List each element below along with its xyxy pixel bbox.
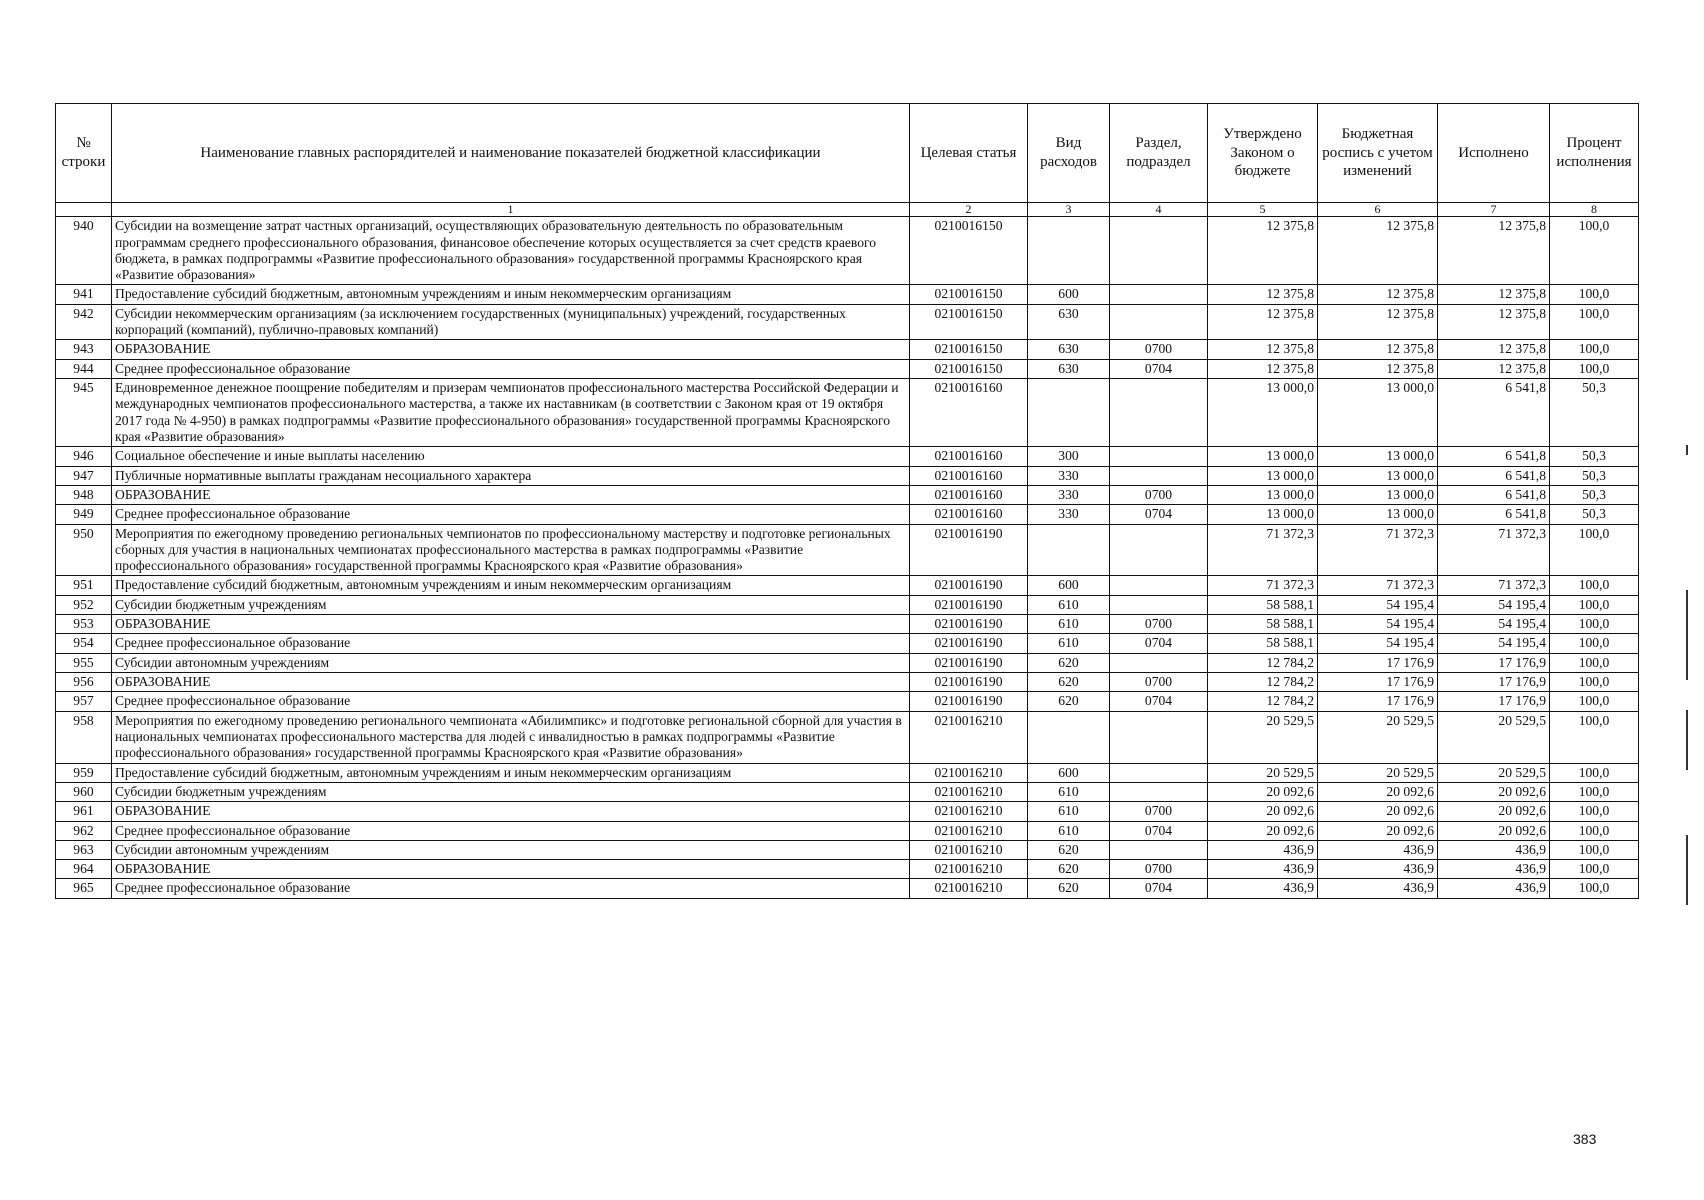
row-name: Среднее профессиональное образование (112, 634, 910, 653)
row-percent: 100,0 (1550, 763, 1639, 782)
row-target-article: 0210016190 (910, 692, 1028, 711)
row-approved: 20 092,6 (1208, 821, 1318, 840)
table-row (56, 505, 1639, 524)
row-name: ОБРАЗОВАНИЕ (112, 340, 910, 359)
row-executed: 20 092,6 (1438, 782, 1550, 801)
row-expense-type: 300 (1028, 447, 1110, 466)
row-percent: 100,0 (1550, 634, 1639, 653)
row-executed: 71 372,3 (1438, 524, 1550, 576)
header-percent: Процент исполнения (1550, 104, 1639, 203)
row-executed: 6 541,8 (1438, 379, 1550, 447)
row-approved: 12 375,8 (1208, 340, 1318, 359)
row-budget-list: 20 092,6 (1318, 802, 1438, 821)
row-target-article: 0210016210 (910, 711, 1028, 763)
table-row (56, 304, 1639, 340)
row-approved: 20 092,6 (1208, 782, 1318, 801)
row-section (1110, 840, 1208, 859)
row-number: 957 (56, 692, 112, 711)
column-number: 6 (1318, 203, 1438, 217)
row-section: 0704 (1110, 634, 1208, 653)
row-expense-type: 610 (1028, 782, 1110, 801)
table-row (56, 466, 1639, 485)
row-budget-list: 54 195,4 (1318, 595, 1438, 614)
row-number: 956 (56, 673, 112, 692)
row-executed: 12 375,8 (1438, 340, 1550, 359)
row-number: 947 (56, 466, 112, 485)
row-section: 0704 (1110, 821, 1208, 840)
row-percent: 100,0 (1550, 692, 1639, 711)
column-number: 2 (910, 203, 1028, 217)
table-row (56, 485, 1639, 504)
row-section: 0704 (1110, 879, 1208, 898)
row-expense-type: 630 (1028, 340, 1110, 359)
row-budget-list: 12 375,8 (1318, 340, 1438, 359)
row-percent: 100,0 (1550, 711, 1639, 763)
row-expense-type (1028, 524, 1110, 576)
scan-artifact (1686, 590, 1688, 680)
header-name: Наименование главных распорядителей и наименование показателей бюджетной классификации (112, 104, 910, 203)
table-row (56, 840, 1639, 859)
row-percent: 100,0 (1550, 782, 1639, 801)
table-row (56, 802, 1639, 821)
row-section: 0700 (1110, 860, 1208, 879)
row-executed: 17 176,9 (1438, 673, 1550, 692)
header-row (56, 104, 1639, 203)
row-expense-type: 630 (1028, 304, 1110, 340)
row-section (1110, 595, 1208, 614)
row-section: 0704 (1110, 692, 1208, 711)
row-approved: 12 375,8 (1208, 304, 1318, 340)
row-name: Субсидии бюджетным учреждениям (112, 595, 910, 614)
table-row (56, 379, 1639, 447)
row-percent: 100,0 (1550, 653, 1639, 672)
row-approved: 13 000,0 (1208, 505, 1318, 524)
row-number: 945 (56, 379, 112, 447)
row-name: ОБРАЗОВАНИЕ (112, 673, 910, 692)
row-percent: 100,0 (1550, 524, 1639, 576)
column-number: 3 (1028, 203, 1110, 217)
page-number: 383 (1573, 1131, 1597, 1147)
row-percent: 50,3 (1550, 505, 1639, 524)
row-expense-type: 620 (1028, 860, 1110, 879)
row-number: 953 (56, 615, 112, 634)
row-approved: 13 000,0 (1208, 485, 1318, 504)
row-approved: 12 375,8 (1208, 217, 1318, 285)
row-executed: 17 176,9 (1438, 692, 1550, 711)
row-budget-list: 13 000,0 (1318, 505, 1438, 524)
row-executed: 54 195,4 (1438, 615, 1550, 634)
row-executed: 436,9 (1438, 879, 1550, 898)
row-target-article: 0210016150 (910, 359, 1028, 378)
row-name: Предоставление субсидий бюджетным, автономным учреждениям и иным некоммерческим организациям (112, 576, 910, 595)
row-target-article: 0210016210 (910, 763, 1028, 782)
column-number: 8 (1550, 203, 1639, 217)
row-name: Субсидии на возмещение затрат частных организаций, осуществляющих образовательную деятельность по образовательным программам среднего профессионального образования, финансовое обеспечение которых осуществляется за счет средств краевого бюджета, в рамках подпрограммы «Развитие профессионального образования» государственной программы Красноярского края «Развитие образования» (112, 217, 910, 285)
row-section (1110, 285, 1208, 304)
row-number: 960 (56, 782, 112, 801)
row-percent: 100,0 (1550, 821, 1639, 840)
row-budget-list: 12 375,8 (1318, 359, 1438, 378)
row-budget-list: 436,9 (1318, 879, 1438, 898)
row-approved: 13 000,0 (1208, 379, 1318, 447)
row-number: 963 (56, 840, 112, 859)
row-expense-type (1028, 711, 1110, 763)
table-row (56, 634, 1639, 653)
row-name: ОБРАЗОВАНИЕ (112, 860, 910, 879)
row-approved: 12 784,2 (1208, 673, 1318, 692)
row-number: 948 (56, 485, 112, 504)
row-percent: 100,0 (1550, 340, 1639, 359)
row-executed: 54 195,4 (1438, 595, 1550, 614)
row-budget-list: 20 529,5 (1318, 711, 1438, 763)
row-budget-list: 20 529,5 (1318, 763, 1438, 782)
row-name: Субсидии автономным учреждениям (112, 653, 910, 672)
table-row (56, 340, 1639, 359)
row-expense-type: 620 (1028, 673, 1110, 692)
row-expense-type: 620 (1028, 840, 1110, 859)
row-number: 943 (56, 340, 112, 359)
row-target-article: 0210016210 (910, 840, 1028, 859)
row-section: 0700 (1110, 615, 1208, 634)
table-row (56, 673, 1639, 692)
row-target-article: 0210016160 (910, 447, 1028, 466)
row-budget-list: 436,9 (1318, 860, 1438, 879)
row-executed: 6 541,8 (1438, 505, 1550, 524)
row-name: Субсидии некоммерческим организациям (за исключением государственных (муниципальных) учреждений, государственных корпораций (компаний), публично-правовых компаний) (112, 304, 910, 340)
table-row (56, 615, 1639, 634)
row-budget-list: 71 372,3 (1318, 524, 1438, 576)
column-number: 7 (1438, 203, 1550, 217)
row-expense-type: 610 (1028, 615, 1110, 634)
row-expense-type: 620 (1028, 692, 1110, 711)
row-approved: 12 375,8 (1208, 285, 1318, 304)
row-target-article: 0210016160 (910, 485, 1028, 504)
row-executed: 20 529,5 (1438, 711, 1550, 763)
row-approved: 58 588,1 (1208, 595, 1318, 614)
row-approved: 58 588,1 (1208, 634, 1318, 653)
row-name: Среднее профессиональное образование (112, 821, 910, 840)
row-section (1110, 653, 1208, 672)
row-expense-type: 610 (1028, 802, 1110, 821)
row-approved: 12 784,2 (1208, 692, 1318, 711)
row-approved: 436,9 (1208, 840, 1318, 859)
row-budget-list: 12 375,8 (1318, 304, 1438, 340)
row-approved: 436,9 (1208, 879, 1318, 898)
table-row (56, 763, 1639, 782)
scan-artifact (1686, 835, 1688, 905)
table-row (56, 782, 1639, 801)
row-expense-type: 600 (1028, 763, 1110, 782)
row-expense-type: 600 (1028, 285, 1110, 304)
scan-artifact (1686, 445, 1688, 455)
column-number-blank (56, 203, 112, 217)
table-row (56, 524, 1639, 576)
column-number: 1 (112, 203, 910, 217)
row-percent: 100,0 (1550, 217, 1639, 285)
row-number: 954 (56, 634, 112, 653)
row-executed: 6 541,8 (1438, 485, 1550, 504)
row-target-article: 0210016190 (910, 524, 1028, 576)
row-section (1110, 379, 1208, 447)
row-section: 0700 (1110, 340, 1208, 359)
row-target-article: 0210016150 (910, 304, 1028, 340)
row-approved: 58 588,1 (1208, 615, 1318, 634)
row-number: 950 (56, 524, 112, 576)
row-percent: 100,0 (1550, 576, 1639, 595)
row-budget-list: 54 195,4 (1318, 634, 1438, 653)
table-row (56, 879, 1639, 898)
row-expense-type: 630 (1028, 359, 1110, 378)
row-budget-list: 13 000,0 (1318, 447, 1438, 466)
row-executed: 54 195,4 (1438, 634, 1550, 653)
header-target-article: Целевая статья (910, 104, 1028, 203)
row-number: 959 (56, 763, 112, 782)
row-approved: 436,9 (1208, 860, 1318, 879)
row-expense-type: 610 (1028, 821, 1110, 840)
column-number: 4 (1110, 203, 1208, 217)
row-number: 965 (56, 879, 112, 898)
row-percent: 100,0 (1550, 879, 1639, 898)
table-body (56, 217, 1639, 899)
table-row (56, 359, 1639, 378)
row-executed: 20 529,5 (1438, 763, 1550, 782)
row-expense-type: 610 (1028, 595, 1110, 614)
table-row (56, 821, 1639, 840)
row-executed: 20 092,6 (1438, 802, 1550, 821)
row-executed: 12 375,8 (1438, 217, 1550, 285)
row-percent: 100,0 (1550, 802, 1639, 821)
header-approved: Утверждено Законом о бюджете (1208, 104, 1318, 203)
row-approved: 12 375,8 (1208, 359, 1318, 378)
row-target-article: 0210016160 (910, 505, 1028, 524)
row-section (1110, 447, 1208, 466)
row-budget-list: 20 092,6 (1318, 821, 1438, 840)
row-budget-list: 12 375,8 (1318, 217, 1438, 285)
row-target-article: 0210016210 (910, 860, 1028, 879)
row-approved: 71 372,3 (1208, 524, 1318, 576)
row-section (1110, 304, 1208, 340)
row-section (1110, 524, 1208, 576)
row-number: 946 (56, 447, 112, 466)
row-approved: 13 000,0 (1208, 447, 1318, 466)
row-name: Субсидии бюджетным учреждениям (112, 782, 910, 801)
scan-artifact (1686, 710, 1688, 770)
row-executed: 12 375,8 (1438, 285, 1550, 304)
row-name: Социальное обеспечение и иные выплаты населению (112, 447, 910, 466)
row-budget-list: 12 375,8 (1318, 285, 1438, 304)
table-header (56, 104, 1639, 217)
column-number-row (56, 203, 1639, 217)
table-row (56, 447, 1639, 466)
row-budget-list: 13 000,0 (1318, 379, 1438, 447)
header-expense-type: Вид расходов (1028, 104, 1110, 203)
row-name: ОБРАЗОВАНИЕ (112, 485, 910, 504)
row-percent: 100,0 (1550, 359, 1639, 378)
row-expense-type (1028, 379, 1110, 447)
row-name: Публичные нормативные выплаты гражданам несоциального характера (112, 466, 910, 485)
row-budget-list: 13 000,0 (1318, 485, 1438, 504)
row-target-article: 0210016150 (910, 285, 1028, 304)
table-row (56, 711, 1639, 763)
table-row (56, 653, 1639, 672)
row-name: Среднее профессиональное образование (112, 879, 910, 898)
row-approved: 12 784,2 (1208, 653, 1318, 672)
row-approved: 20 529,5 (1208, 763, 1318, 782)
row-number: 944 (56, 359, 112, 378)
row-percent: 100,0 (1550, 673, 1639, 692)
row-number: 961 (56, 802, 112, 821)
table-row (56, 217, 1639, 285)
row-section (1110, 576, 1208, 595)
row-number: 942 (56, 304, 112, 340)
row-executed: 12 375,8 (1438, 359, 1550, 378)
row-target-article: 0210016190 (910, 615, 1028, 634)
row-target-article: 0210016210 (910, 802, 1028, 821)
row-section: 0704 (1110, 359, 1208, 378)
row-number: 949 (56, 505, 112, 524)
row-percent: 100,0 (1550, 840, 1639, 859)
row-budget-list: 13 000,0 (1318, 466, 1438, 485)
row-budget-list: 54 195,4 (1318, 615, 1438, 634)
row-section (1110, 782, 1208, 801)
row-target-article: 0210016210 (910, 782, 1028, 801)
row-name: Среднее профессиональное образование (112, 505, 910, 524)
row-number: 958 (56, 711, 112, 763)
table-row (56, 576, 1639, 595)
row-percent: 100,0 (1550, 285, 1639, 304)
row-section: 0704 (1110, 505, 1208, 524)
table-row (56, 285, 1639, 304)
row-number: 955 (56, 653, 112, 672)
row-section (1110, 763, 1208, 782)
row-approved: 13 000,0 (1208, 466, 1318, 485)
row-name: Субсидии автономным учреждениям (112, 840, 910, 859)
row-target-article: 0210016160 (910, 379, 1028, 447)
row-target-article: 0210016190 (910, 673, 1028, 692)
header-section: Раздел, подраздел (1110, 104, 1208, 203)
row-expense-type: 600 (1028, 576, 1110, 595)
row-number: 962 (56, 821, 112, 840)
row-target-article: 0210016150 (910, 340, 1028, 359)
row-target-article: 0210016190 (910, 634, 1028, 653)
row-target-article: 0210016190 (910, 653, 1028, 672)
row-number: 940 (56, 217, 112, 285)
row-expense-type (1028, 217, 1110, 285)
row-name: Среднее профессиональное образование (112, 692, 910, 711)
row-number: 941 (56, 285, 112, 304)
row-executed: 17 176,9 (1438, 653, 1550, 672)
row-percent: 100,0 (1550, 595, 1639, 614)
row-target-article: 0210016190 (910, 595, 1028, 614)
row-executed: 6 541,8 (1438, 466, 1550, 485)
row-percent: 100,0 (1550, 860, 1639, 879)
row-executed: 20 092,6 (1438, 821, 1550, 840)
row-section: 0700 (1110, 673, 1208, 692)
row-executed: 436,9 (1438, 840, 1550, 859)
row-name: Среднее профессиональное образование (112, 359, 910, 378)
row-expense-type: 620 (1028, 879, 1110, 898)
header-executed: Исполнено (1438, 104, 1550, 203)
row-percent: 100,0 (1550, 615, 1639, 634)
row-expense-type: 330 (1028, 505, 1110, 524)
header-budget-list: Бюджетная роспись с учетом изменений (1318, 104, 1438, 203)
row-target-article: 0210016210 (910, 821, 1028, 840)
row-number: 951 (56, 576, 112, 595)
row-number: 964 (56, 860, 112, 879)
row-percent: 50,3 (1550, 485, 1639, 504)
row-target-article: 0210016210 (910, 879, 1028, 898)
row-name: Предоставление субсидий бюджетным, автономным учреждениям и иным некоммерческим организациям (112, 285, 910, 304)
row-expense-type: 610 (1028, 634, 1110, 653)
table-row (56, 595, 1639, 614)
row-expense-type: 330 (1028, 485, 1110, 504)
row-name: Мероприятия по ежегодному проведению региональных чемпионатов по профессиональному мастерству и подготовке региональных сборных для участия в национальных чемпионатах профессионального мастерства в рамках подпрограммы «Развитие профессионального образования» государственной программы Красноярского края «Развитие образования» (112, 524, 910, 576)
row-section (1110, 711, 1208, 763)
row-expense-type: 620 (1028, 653, 1110, 672)
row-target-article: 0210016190 (910, 576, 1028, 595)
row-budget-list: 20 092,6 (1318, 782, 1438, 801)
row-approved: 20 529,5 (1208, 711, 1318, 763)
row-name: Предоставление субсидий бюджетным, автономным учреждениям и иным некоммерческим организациям (112, 763, 910, 782)
row-budget-list: 436,9 (1318, 840, 1438, 859)
row-target-article: 0210016160 (910, 466, 1028, 485)
row-percent: 50,3 (1550, 466, 1639, 485)
row-budget-list: 71 372,3 (1318, 576, 1438, 595)
row-name: ОБРАЗОВАНИЕ (112, 802, 910, 821)
row-section: 0700 (1110, 802, 1208, 821)
row-executed: 71 372,3 (1438, 576, 1550, 595)
row-executed: 6 541,8 (1438, 447, 1550, 466)
row-expense-type: 330 (1028, 466, 1110, 485)
column-number: 5 (1208, 203, 1318, 217)
row-name: Мероприятия по ежегодному проведению регионального чемпионата «Абилимпикс» и подготовке региональной сборной для участия в национальных чемпионатах профессионального мастерства для людей с инвалидностью в рамках подпрограммы «Развитие профессионального образования» государственной программы Красноярского края «Развитие образования» (112, 711, 910, 763)
row-budget-list: 17 176,9 (1318, 653, 1438, 672)
row-budget-list: 17 176,9 (1318, 673, 1438, 692)
row-percent: 50,3 (1550, 447, 1639, 466)
row-percent: 50,3 (1550, 379, 1639, 447)
header-row-no: № строки (56, 104, 112, 203)
row-percent: 100,0 (1550, 304, 1639, 340)
table-row (56, 860, 1639, 879)
budget-table (55, 103, 1639, 899)
row-name: Единовременное денежное поощрение победителям и призерам чемпионатов профессионального мастерства Российской Федерации и международных чемпионатов профессионального мастерства, а также их наставникам (в соответствии с Законом края от 19 октября 2017 года № 4-950) в рамках подпрограммы «Развитие профессионального образования» государственной программы Красноярского края «Развитие образования» (112, 379, 910, 447)
row-section: 0700 (1110, 485, 1208, 504)
table-row (56, 692, 1639, 711)
row-section (1110, 217, 1208, 285)
row-approved: 20 092,6 (1208, 802, 1318, 821)
row-target-article: 0210016150 (910, 217, 1028, 285)
row-section (1110, 466, 1208, 485)
row-executed: 12 375,8 (1438, 304, 1550, 340)
row-name: ОБРАЗОВАНИЕ (112, 615, 910, 634)
row-number: 952 (56, 595, 112, 614)
row-executed: 436,9 (1438, 860, 1550, 879)
row-approved: 71 372,3 (1208, 576, 1318, 595)
row-budget-list: 17 176,9 (1318, 692, 1438, 711)
